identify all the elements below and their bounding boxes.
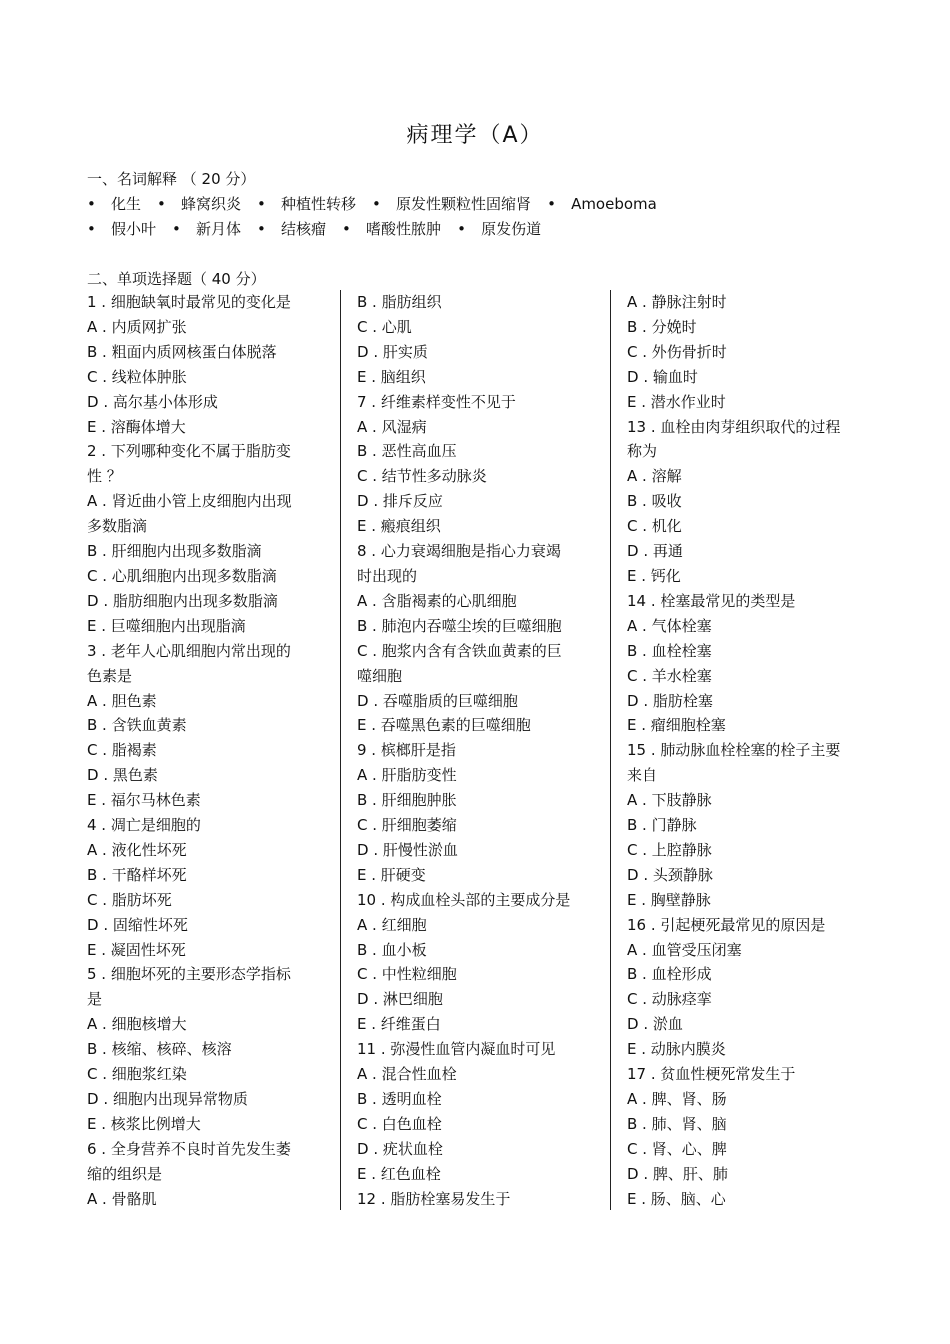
question-line: A . 内质网扩张 — [87, 317, 187, 336]
terms-row-1 — [87, 193, 673, 214]
bullet-icon: • — [172, 220, 181, 238]
question-line: C . 细胞浆红染 — [87, 1065, 187, 1084]
question-line: 多数脂滴 — [87, 517, 148, 536]
term-item: Amoeboma — [571, 195, 657, 213]
question-line: E . 核浆比例增大 — [87, 1114, 201, 1133]
question-line: C . 肝细胞萎缩 — [357, 816, 457, 835]
question-line: D . 淋巴细胞 — [357, 990, 443, 1009]
question-column-2 — [357, 290, 602, 1212]
bullet-icon: • — [257, 195, 266, 213]
question-line: D . 头颈静脉 — [627, 865, 713, 884]
question-line: D . 脂肪栓塞 — [627, 691, 713, 710]
question-line: C . 肾、心、脾 — [627, 1139, 727, 1158]
bullet-icon: • — [87, 195, 96, 213]
question-line: D . 脾、肝、肺 — [627, 1164, 728, 1183]
question-line: 来自 — [627, 766, 658, 785]
question-line: A . 肝脂肪变性 — [357, 766, 457, 785]
question-line: B . 含铁血黄素 — [87, 716, 187, 735]
question-line: E . 胸壁静脉 — [627, 890, 711, 909]
question-line: 13 . 血栓由肉芽组织取代的过程 — [627, 417, 841, 436]
question-line: E . 红色血栓 — [357, 1164, 441, 1183]
terms-row-2 — [87, 218, 557, 239]
question-column-1 — [87, 290, 332, 1212]
term-item: 结核瘤 — [281, 220, 327, 238]
question-line: C . 线粒体肿胀 — [87, 367, 187, 386]
question-line: C . 心肌细胞内出现多数脂滴 — [87, 566, 277, 585]
question-line: 2 . 下列哪种变化不属于脂肪变 — [87, 442, 291, 461]
question-line: D . 再通 — [627, 542, 683, 561]
question-line: A . 血管受压闭塞 — [627, 940, 742, 959]
question-line: A . 气体栓塞 — [627, 616, 712, 635]
term-item: 种植性转移 — [281, 195, 357, 213]
question-line: 11 . 弥漫性血管内凝血时可见 — [357, 1040, 556, 1059]
section-1-heading: 一、名词解释 （ 20 分） — [87, 170, 256, 188]
question-line: C . 脂褐素 — [87, 741, 157, 760]
question-line: B . 血栓栓塞 — [627, 641, 712, 660]
term-item: 新月体 — [196, 220, 242, 238]
question-line: A . 脾、肾、肠 — [627, 1090, 727, 1108]
term-item: 原发伤道 — [481, 220, 542, 238]
question-line: C . 上腔静脉 — [627, 840, 712, 859]
question-line: 6 . 全身营养不良时首先发生萎 — [87, 1139, 291, 1158]
question-line: E . 溶酶体增大 — [87, 417, 186, 436]
question-line: C . 白色血栓 — [357, 1114, 442, 1133]
question-line: E . 脑组织 — [357, 367, 426, 386]
question-line: B . 恶性高血压 — [357, 442, 457, 461]
column-divider — [610, 290, 611, 1210]
question-line: 9 . 槟榔肝是指 — [357, 741, 456, 760]
term-item: 原发性颗粒性固缩肾 — [396, 195, 532, 213]
question-line: D . 淤血 — [627, 1015, 683, 1034]
term-item: 嗜酸性脓肿 — [366, 220, 442, 238]
question-line: E . 瘢痕组织 — [357, 517, 441, 536]
question-line: B . 肺泡内吞噬尘埃的巨噬细胞 — [357, 616, 562, 635]
question-line: B . 脂肪组织 — [357, 293, 442, 311]
question-line: 4 . 凋亡是细胞的 — [87, 816, 201, 835]
question-line: E . 动脉内膜炎 — [627, 1040, 726, 1059]
question-line: 12 . 脂肪栓塞易发生于 — [357, 1189, 511, 1208]
question-line: E . 福尔马林色素 — [87, 791, 201, 810]
question-line: C . 外伤骨折时 — [627, 342, 727, 361]
question-line: 时出现的 — [357, 566, 418, 585]
question-line: A . 溶解 — [627, 467, 682, 486]
question-line: E . 肠、脑、心 — [627, 1189, 726, 1208]
bullet-icon: • — [342, 220, 351, 238]
bullet-icon: • — [547, 195, 556, 213]
column-divider — [340, 290, 341, 1210]
bullet-icon: • — [87, 220, 96, 238]
question-line: E . 巨噬细胞内出现脂滴 — [87, 616, 246, 635]
question-line: 8 . 心力衰竭细胞是指心力衰竭 — [357, 542, 561, 561]
question-line: 5 . 细胞坏死的主要形态学指标 — [87, 965, 291, 984]
question-line: A . 骨骼肌 — [87, 1189, 157, 1208]
question-line: B . 血栓形成 — [627, 965, 712, 984]
question-column-3 — [627, 290, 872, 1212]
question-line: 7 . 纤维素样变性不见于 — [357, 392, 516, 411]
question-line: D . 排斥反应 — [357, 492, 443, 511]
question-line: C . 机化 — [627, 517, 682, 536]
question-line: E . 肝硬变 — [357, 865, 426, 884]
question-line: B . 肝细胞内出现多数脂滴 — [87, 542, 262, 561]
bullet-icon: • — [157, 195, 166, 213]
question-line: 15 . 肺动脉血栓栓塞的栓子主要 — [627, 741, 841, 760]
question-line: 缩的组织是 — [87, 1164, 163, 1183]
question-line: D . 肝实质 — [357, 342, 428, 361]
question-line: E . 纤维蛋白 — [357, 1015, 441, 1034]
question-line: 14 . 栓塞最常见的类型是 — [627, 591, 796, 610]
term-item: 化生 — [111, 195, 142, 213]
question-line: 称为 — [627, 442, 658, 461]
question-line: E . 潜水作业时 — [627, 392, 726, 411]
question-line: D . 黑色素 — [87, 766, 158, 785]
question-line: C . 心肌 — [357, 317, 412, 336]
question-line: 17 . 贫血性梗死常发生于 — [627, 1065, 796, 1084]
bullet-icon: • — [457, 220, 466, 238]
question-line: 16 . 引起梗死最常见的原因是 — [627, 915, 826, 934]
term-item: 蜂窝织炎 — [181, 195, 242, 213]
question-line: B . 血小板 — [357, 940, 427, 959]
question-line: E . 凝固性坏死 — [87, 940, 186, 959]
question-line: D . 输血时 — [627, 367, 698, 386]
question-line: A . 肾近曲小管上皮细胞内出现 — [87, 492, 292, 511]
question-line: E . 钙化 — [627, 566, 681, 585]
question-line: C . 动脉痉挛 — [627, 990, 712, 1009]
term-item: 假小叶 — [111, 220, 157, 238]
question-line: 10 . 构成血栓头部的主要成分是 — [357, 890, 571, 909]
question-line: E . 吞噬黑色素的巨噬细胞 — [357, 716, 531, 735]
question-line: A . 细胞核增大 — [87, 1015, 187, 1034]
section-2-heading: 二、单项选择题（ 40 分） — [87, 270, 266, 288]
question-line: 性 ？ — [87, 467, 122, 486]
question-line: C . 中性粒细胞 — [357, 965, 457, 984]
question-line: 是 — [87, 990, 103, 1009]
page-title: 病理学（A） — [406, 123, 544, 148]
question-line: B . 粗面内质网核蛋白体脱落 — [87, 342, 277, 361]
question-line: A . 静脉注射时 — [627, 293, 727, 311]
question-line: D . 肝慢性淤血 — [357, 840, 458, 859]
question-line: A . 液化性坏死 — [87, 840, 187, 859]
question-line: A . 风湿病 — [357, 417, 427, 436]
question-line: C . 羊水栓塞 — [627, 666, 712, 685]
question-line: D . 固缩性坏死 — [87, 915, 188, 934]
question-line: 3 . 老年人心肌细胞内常出现的 — [87, 641, 291, 660]
question-line: B . 核缩、核碎、核溶 — [87, 1040, 232, 1059]
bullet-icon: • — [372, 195, 381, 213]
question-line: B . 分娩时 — [627, 317, 697, 336]
question-line: A . 含脂褐素的心肌细胞 — [357, 591, 517, 610]
question-line: C . 结节性多动脉炎 — [357, 467, 487, 486]
question-line: 色素是 — [87, 666, 133, 685]
question-line: B . 门静脉 — [627, 816, 697, 835]
question-line: 1 . 细胞缺氧时最常见的变化是 — [87, 293, 291, 311]
question-line: D . 吞噬脂质的巨噬细胞 — [357, 691, 518, 710]
question-line: A . 下肢静脉 — [627, 791, 712, 810]
question-line: B . 肺、肾、脑 — [627, 1114, 727, 1133]
question-line: E . 瘤细胞栓塞 — [627, 716, 726, 735]
question-line: B . 干酪样坏死 — [87, 865, 187, 884]
question-line: A . 混合性血栓 — [357, 1065, 457, 1084]
question-line: D . 高尔基小体形成 — [87, 392, 218, 411]
question-line: C . 脂肪坏死 — [87, 890, 172, 909]
question-line: B . 吸收 — [627, 492, 682, 511]
question-line: A . 红细胞 — [357, 915, 427, 934]
question-line: D . 细胞内出现异常物质 — [87, 1090, 248, 1108]
question-line: A . 胆色素 — [87, 691, 157, 710]
bullet-icon: • — [257, 220, 266, 238]
question-line: D . 疣状血栓 — [357, 1139, 443, 1158]
question-line: B . 透明血栓 — [357, 1090, 442, 1108]
question-line: B . 肝细胞肿胀 — [357, 791, 457, 810]
question-line: D . 脂肪细胞内出现多数脂滴 — [87, 591, 278, 610]
question-line: C . 胞浆内含有含铁血黄素的巨 — [357, 641, 562, 660]
question-line: 噬细胞 — [357, 666, 403, 685]
